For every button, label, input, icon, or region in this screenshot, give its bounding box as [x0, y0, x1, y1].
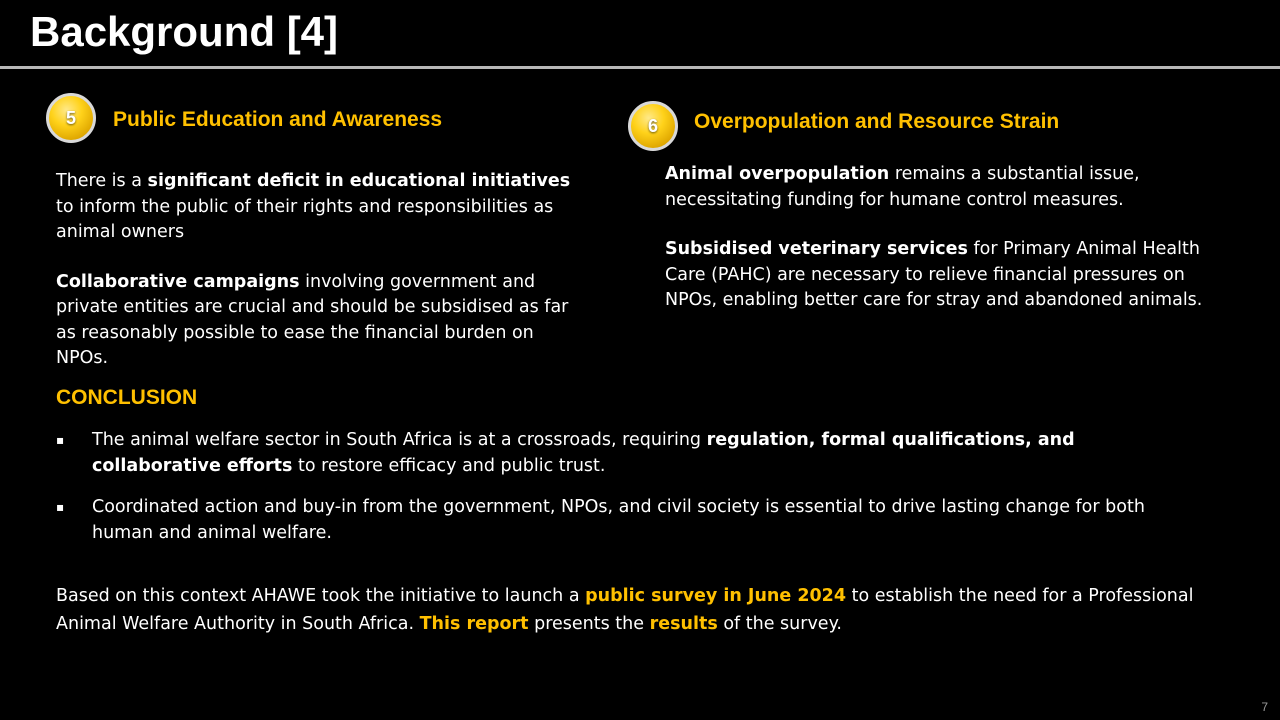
- section-5-paragraph-1: There is a significant deficit in educational initiatives to inform the public of their rights and responsibilities as animal owners: [56, 171, 571, 242]
- section-6-body: [665, 162, 1205, 314]
- section-5-body: [56, 169, 576, 372]
- page-number: 7: [1261, 700, 1268, 714]
- bullet-marker-icon: ▪: [56, 433, 65, 447]
- section-6-paragraph-1: Animal overpopulation remains a substantial issue, necessitating funding for humane control measures.: [665, 164, 1140, 210]
- section-6-paragraph-2: Subsidised veterinary services for Primary Animal Health Care (PAHC) are necessary to relieve financial pressures on NPOs, enabling better care for stray and abandoned animals.: [665, 239, 1203, 310]
- conclusion-bullet-2: ▪ Coordinated action and buy-in from the government, NPOs, and civil society is essential to drive lasting change for both human and animal welfare.: [56, 497, 1145, 543]
- section-heading-overpopulation: Overpopulation and Resource Strain: [694, 110, 1060, 133]
- closing-statement: Based on this context AHAWE took the initiative to launch a public survey in June 2024 to establish the need for a Professional Animal Welfare Authority in South Africa. This report presents the results of the survey.: [56, 586, 1194, 634]
- title-divider: [0, 66, 1280, 69]
- conclusion-bullet-list: [56, 428, 1206, 562]
- bullet-marker-icon: ▪: [56, 500, 65, 514]
- section-5-paragraph-2: Collaborative campaigns involving government and private entities are crucial and should be subsidised as far as reasonably possible to ease the financial burden on NPOs.: [56, 271, 569, 368]
- highlight-public-survey: public survey in June 2024: [585, 586, 847, 606]
- highlight-this-report: This report: [419, 614, 529, 634]
- section-number-badge-6: 6: [628, 101, 678, 151]
- conclusion-heading: CONCLUSION: [56, 386, 198, 409]
- conclusion-bullet-1: ▪ The animal welfare sector in South Africa is at a crossroads, requiring regulation, formal qualifications, and collaborative efforts to restore efficacy and public trust.: [56, 430, 1075, 476]
- section-number-badge-5: 5: [46, 93, 96, 143]
- section-heading-public-education: Public Education and Awareness: [113, 108, 443, 131]
- highlight-results: results: [649, 614, 718, 634]
- slide-title: Background [4]: [30, 8, 339, 55]
